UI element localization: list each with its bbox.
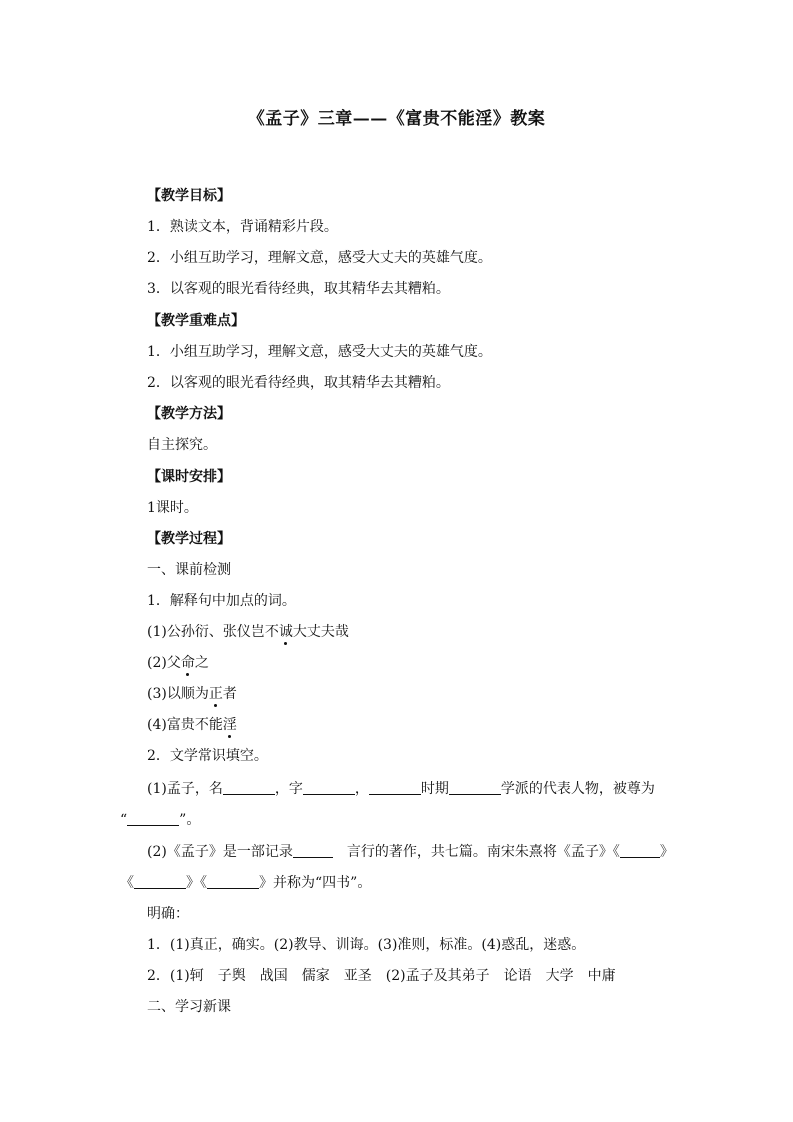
fill-blank[interactable] xyxy=(449,780,501,795)
text: 者 xyxy=(222,686,237,702)
keypoint-1: 1．小组互助学习，理解文意，感受大丈夫的英雄气度。 xyxy=(147,344,492,360)
text: (1)公孙衍、张仪岂不 xyxy=(147,624,279,640)
question-1-item-3 xyxy=(147,684,237,704)
question-2-item-1-cont xyxy=(120,810,200,830)
dotted-word: 命 xyxy=(180,655,195,671)
text: 》并称为“四书”。 xyxy=(259,875,372,891)
goal-3: 3．以客观的眼光看待经典，取其精华去其糟粕。 xyxy=(147,281,450,297)
question-2-item-2-cont xyxy=(120,873,371,893)
fill-blank[interactable] xyxy=(127,811,179,826)
text: “ xyxy=(120,812,128,828)
text: 学派的代表人物，被尊为 xyxy=(500,781,655,797)
text: 《 xyxy=(120,875,134,891)
fill-blank[interactable] xyxy=(223,780,275,795)
text: ”。 xyxy=(179,812,201,828)
text: 言行的著作，共七篇。南宋朱熹将《孟子》《 xyxy=(346,844,620,860)
question-1-item-4 xyxy=(147,715,237,735)
page-title: 《孟子》三章——《富贵不能淫》教案 xyxy=(247,109,546,129)
text: 大丈夫哉 xyxy=(292,624,349,640)
fill-blank[interactable] xyxy=(369,780,421,795)
section-pre-check: 一、课前检测 xyxy=(147,562,231,578)
clarify-label: 明确： xyxy=(147,906,189,922)
question-2-item-2 xyxy=(147,842,674,862)
question-2: 2．文学常识填空。 xyxy=(147,748,268,764)
question-1-item-2 xyxy=(147,653,209,673)
heading-method: 【教学方法】 xyxy=(147,406,231,422)
method-text: 自主探究。 xyxy=(147,437,217,453)
question-2-item-1 xyxy=(147,779,655,799)
fill-blank[interactable] xyxy=(303,780,355,795)
fill-blank[interactable] xyxy=(134,874,186,889)
text: (2)父 xyxy=(147,655,181,671)
fill-blank[interactable] xyxy=(207,874,259,889)
heading-schedule: 【课时安排】 xyxy=(147,469,231,485)
question-1-item-1 xyxy=(147,622,349,642)
keypoint-2: 2．以客观的眼光看待经典，取其精华去其糟粕。 xyxy=(147,375,450,391)
text: ， xyxy=(354,781,369,797)
text: (4)富贵不能 xyxy=(147,717,223,733)
heading-process: 【教学过程】 xyxy=(147,531,231,547)
heading-keypoints: 【教学重难点】 xyxy=(147,313,245,329)
fill-blank[interactable] xyxy=(293,843,333,858)
heading-goals: 【教学目标】 xyxy=(147,188,231,204)
answer-2: 2．(1)轲 子舆 战国 儒家 亚圣 (2)孟子及其弟子 论语 大学 中庸 xyxy=(147,968,616,984)
text: (1)孟子，名 xyxy=(147,781,223,797)
text: (2)《孟子》是一部记录 xyxy=(147,844,293,860)
goal-2: 2．小组互助学习，理解文意，感受大丈夫的英雄气度。 xyxy=(147,250,492,266)
text: (3)以顺为 xyxy=(147,686,209,702)
dotted-word: 淫 xyxy=(222,717,237,733)
text: ，字 xyxy=(274,781,303,797)
section-new-lesson: 二、学习新课 xyxy=(147,999,231,1015)
text: 之 xyxy=(194,655,209,671)
schedule-text: 1课时。 xyxy=(147,500,198,516)
text: 》《 xyxy=(186,875,207,891)
dotted-word: 诚 xyxy=(278,624,293,640)
text: 》 xyxy=(659,844,674,860)
fill-blank[interactable] xyxy=(620,843,660,858)
text: 时期 xyxy=(420,781,449,797)
dotted-word: 正 xyxy=(208,686,223,702)
question-1: 1．解释句中加点的词。 xyxy=(147,593,296,609)
answer-1: 1．(1)真正，确实。(2)教导、训诲。(3)准则，标准。(4)惑乱，迷惑。 xyxy=(147,937,586,953)
goal-1: 1．熟读文本，背诵精彩片段。 xyxy=(147,219,338,235)
